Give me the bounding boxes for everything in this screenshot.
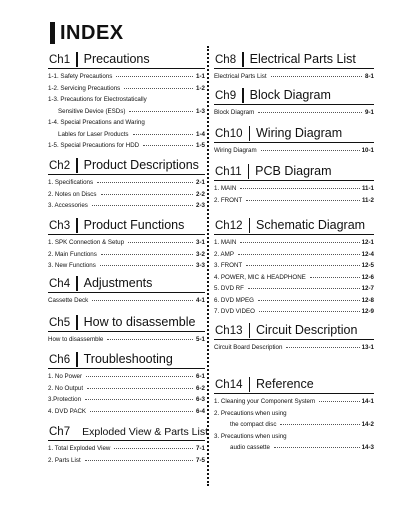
toc-entry-page: 13-1 [361,344,374,352]
toc-entry-label: 2. Notes on Discs [48,190,97,198]
dot-leader [128,242,193,243]
toc-entry-page: 12-4 [361,250,374,258]
toc-entry-label: 4. POWER, MIC & HEADPHONE [214,273,306,281]
toc-entry[interactable] [48,371,205,383]
toc-entry[interactable] [214,431,374,443]
dot-leader [248,288,360,289]
dot-leader [85,399,193,400]
section-header [214,126,374,143]
toc-entry-page: 3-2 [196,250,205,258]
toc-entry-label: audio cassette [230,444,270,452]
toc-entry-page: 1-5 [196,142,205,150]
toc-entry[interactable] [214,145,374,157]
toc-entry[interactable] [214,249,374,261]
toc-entry-label: 3. Precautions when using [214,432,287,440]
toc-entry-label: 3. New Functions [48,262,96,270]
toc-entry[interactable] [48,249,205,261]
chapter-title: Schematic Diagram [256,218,366,232]
toc-entry-label: 1. No Power [48,373,83,381]
toc-entry-label: 3.Protection [48,396,82,404]
dot-leader [258,300,360,301]
toc-entry[interactable] [48,406,205,418]
toc-entry[interactable] [214,396,374,408]
toc-entry[interactable] [214,342,374,354]
chapter-separator [76,315,78,330]
dot-leader [97,182,193,183]
toc-entry-label: the compact disc [230,421,277,429]
toc-entry[interactable] [48,177,205,189]
section-header [48,424,208,441]
toc-entry-page: 3-3 [196,262,205,270]
chapter-title: Troubleshooting [83,352,173,366]
section-ch4 [48,276,205,307]
chapter-number: Ch8 [215,54,237,66]
chapter-title: Electrical Parts List [249,52,356,66]
title-text: INDEX [60,21,124,44]
toc-entry-label: Lables for Laser Products [58,130,129,138]
toc-entry-label: 1-4. Special Precations and Waring [48,119,145,127]
toc-entry-page: 3-1 [196,239,205,247]
section-header [48,158,205,175]
toc-entry-page: 11-1 [361,185,374,193]
chapter-title: How to disassemble [83,315,196,329]
toc-entry-label: 3. Accessories [48,202,88,210]
toc-entry-label: 1. SPK Connection & Setup [48,239,125,247]
toc-entry-label: 1-1. Safety Precautions [48,73,113,81]
section-header [214,218,374,235]
chapter-number: Ch11 [215,166,242,178]
dot-leader [274,447,360,448]
toc-entry-page: 1-4 [196,130,205,138]
section-ch3 [48,218,205,272]
section-ch1 [48,52,205,152]
dot-leader [271,76,362,77]
toc-entry-page: 14-3 [361,444,374,452]
toc-entry[interactable] [48,140,205,152]
toc-entry-page: 11-2 [361,196,374,204]
chapter-title: Circuit Description [256,323,358,337]
section-header [48,315,205,332]
section-ch9 [214,88,374,119]
dot-leader [107,339,193,340]
toc-entry[interactable] [214,283,374,295]
dot-leader [310,277,360,278]
toc-entry-page: 14-2 [361,421,374,429]
toc-entry-page: 4-1 [196,297,205,305]
dot-leader [259,311,360,312]
section-ch8 [214,52,374,83]
section-header [48,276,205,293]
toc-entry[interactable] [214,295,374,307]
toc-entry[interactable] [48,237,205,249]
toc-entry[interactable] [214,107,374,119]
toc-entry-page: 6-4 [196,407,205,415]
dot-leader [258,112,362,113]
toc-entry-label: Wiring Diagram [214,147,257,155]
toc-entry[interactable] [214,260,374,272]
chapter-separator [76,218,78,233]
toc-entry-page: 12-8 [361,296,374,304]
toc-entry[interactable] [214,442,374,454]
toc-entry[interactable] [48,129,205,141]
dot-leader [133,134,193,135]
section-ch13 [214,323,374,354]
chapter-separator [249,218,251,233]
toc-entry-page: 1-2 [196,84,205,92]
toc-entry[interactable] [48,189,205,201]
toc-entry-label: How to disassemble [48,336,104,344]
toc-entry[interactable] [48,117,205,129]
section-ch2 [48,158,205,212]
chapter-number: Ch3 [49,220,71,232]
toc-entry-page: 12-7 [361,285,374,293]
chapter-title: Block Diagram [249,88,331,102]
chapter-title: PCB Diagram [255,164,332,178]
chapter-separator [76,158,78,173]
toc-entry-label: 5. DVD RF [214,285,244,293]
toc-entry-page: 5-1 [196,336,205,344]
toc-entry-page: 10-1 [361,147,374,155]
dot-leader [124,88,193,89]
toc-entry[interactable] [48,94,205,106]
dot-leader [92,300,193,301]
section-header [214,164,374,181]
toc-entry-label: 2. FRONT [214,196,243,204]
chapter-title: Adjustments [83,276,153,290]
dot-leader [92,205,193,206]
toc-entry-page: 12-6 [361,273,374,281]
toc-entry-label: 1. Specifications [48,179,94,187]
section-ch6 [48,352,205,417]
chapter-title: Reference [256,377,314,391]
section-ch7 [48,424,208,466]
section-header [48,52,205,69]
dot-leader [116,76,193,77]
toc-entry[interactable] [48,260,205,272]
toc-entry-label: 1-3. Precautions for Electrostatically [48,96,147,104]
dot-leader [319,401,359,402]
toc-entry[interactable] [214,408,374,420]
dot-leader [90,411,193,412]
toc-entry-page: 2-2 [196,190,205,198]
toc-entry-page: 12-9 [361,308,374,316]
chapter-separator [248,164,250,179]
dot-leader [246,200,360,201]
toc-entry[interactable] [48,106,205,118]
toc-entry[interactable] [48,200,205,212]
section-header [214,323,374,340]
toc-entry[interactable] [48,334,205,346]
toc-entry-label: Sensitive Device (ESDs) [58,107,126,115]
chapter-title: Product Descriptions [83,158,199,172]
chapter-number: Ch13 [215,325,243,337]
toc-entry-page: 6-3 [196,396,205,404]
chapter-number: Ch6 [49,354,71,366]
toc-entry-page: 6-1 [196,373,205,381]
dot-leader [87,388,193,389]
toc-entry-label: 6. DVD MPEG [214,296,254,304]
chapter-separator [242,52,244,67]
chapter-number: Ch1 [49,54,71,66]
toc-entry-label: 1. MAIN [214,239,237,247]
toc-entry[interactable] [214,183,374,195]
toc-entry-page: 12-5 [361,262,374,270]
section-header [214,52,374,69]
dot-leader [114,448,193,449]
dot-leader [101,254,193,255]
section-header [214,88,374,105]
toc-entry-label: 3. FRONT [214,262,243,270]
toc-entry-page: 1-1 [196,73,205,81]
dot-leader [238,254,360,255]
toc-entry[interactable] [48,83,205,95]
section-ch10 [214,126,374,157]
dot-leader [86,376,193,377]
dot-leader [100,265,193,266]
toc-entry-page: 2-3 [196,202,205,210]
toc-entry-label: 1. MAIN [214,185,237,193]
dot-leader [101,194,194,195]
chapter-number: Ch7 [49,426,71,438]
dot-leader [240,242,359,243]
toc-entry[interactable] [214,419,374,431]
toc-entry-page: 7-5 [196,456,205,464]
page-title [50,20,124,46]
toc-entry-label: 7. DVD VIDEO [214,308,255,316]
dot-leader [143,145,193,146]
toc-entry-label: 2. Precautions when using [214,409,287,417]
chapter-separator [249,377,251,392]
chapter-title: Precautions [83,52,150,66]
section-header [48,218,205,235]
toc-entry-label: 2. No Output [48,384,84,392]
dot-leader [286,347,359,348]
toc-entry-page: 7-1 [196,445,205,453]
section-ch11 [214,164,374,206]
chapter-number: Ch2 [49,160,71,172]
toc-entry[interactable] [214,272,374,284]
toc-entry-label: 4. DVD PACK [48,407,87,415]
toc-entry-page: 14-1 [361,398,374,406]
toc-entry-page: 1-3 [196,107,205,115]
section-ch12 [214,218,374,318]
section-ch14 [214,377,374,454]
toc-entry[interactable] [48,295,205,307]
dot-leader [280,424,359,425]
toc-entry[interactable] [48,383,205,395]
toc-entry[interactable] [48,455,205,467]
chapter-number: Ch12 [215,220,243,232]
chapter-separator [242,88,244,103]
toc-entry-label: 2. Main Functions [48,250,97,258]
toc-entry[interactable] [48,394,205,406]
chapter-separator [249,323,251,338]
section-ch5 [48,315,205,346]
toc-entry-page: 9-1 [365,109,374,117]
section-header [48,352,205,369]
toc-entry-page: 12-1 [361,239,374,247]
toc-entry-label: 2. AMP [214,250,234,258]
toc-entry[interactable] [48,443,205,455]
chapter-number: Ch10 [215,128,243,140]
toc-entry-page: 8-1 [365,73,374,81]
toc-entry-label: 1-2. Servicing Precautions [48,84,121,92]
chapter-separator [76,52,78,67]
column-divider [207,46,209,486]
chapter-number: Ch14 [215,379,243,391]
chapter-number: Ch9 [215,90,237,102]
chapter-title: Wiring Diagram [256,126,343,140]
dot-leader [246,265,359,266]
toc-entry[interactable] [214,71,374,83]
toc-entry-label: 1. Total Exploded View [48,445,111,453]
section-header [214,377,374,394]
toc-entry-page: 6-2 [196,384,205,392]
chapter-separator [76,352,78,367]
toc-entry-label: 2. Parts List [48,456,81,464]
toc-entry-page: 2-1 [196,179,205,187]
chapter-separator [76,276,78,291]
toc-entry-label: Cassette Deck [48,297,89,305]
toc-entry-label: 1-5. Special Precautions for HDD [48,142,140,150]
dot-leader [129,111,193,112]
dot-leader [261,150,360,151]
toc-entry-label: Electrical Parts List [214,73,267,81]
toc-entry-label: Block Diagram [214,109,255,117]
chapter-title: Product Functions [83,218,185,232]
toc-entry[interactable] [214,237,374,249]
chapter-separator [249,126,251,141]
chapter-number: Ch4 [49,278,71,290]
title-bar-mark [50,22,55,44]
chapter-number: Ch5 [49,317,71,329]
dot-leader [240,188,360,189]
chapter-title: Exploded View & Parts List [82,426,208,438]
toc-entry[interactable] [214,195,374,207]
toc-entry[interactable] [48,71,205,83]
toc-entry-label: 1. Cleaning your Component System [214,398,316,406]
dot-leader [85,460,193,461]
toc-entry-label: Circuit Board Description [214,344,283,352]
toc-entry[interactable] [214,306,374,318]
